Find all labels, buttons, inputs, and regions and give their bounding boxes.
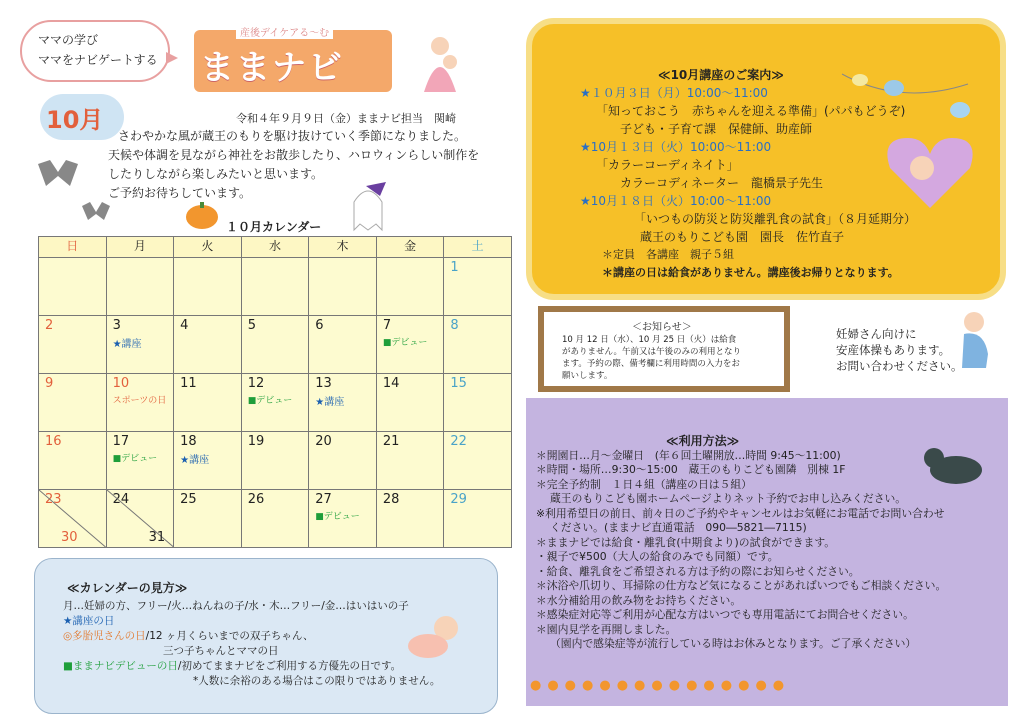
guide-line6: *人数に余裕のある場合はこの限りではありません。 xyxy=(193,675,441,687)
lecture-3-title: 「いつもの防災と防災離乳食の試食」（８月延期分） xyxy=(634,212,917,226)
day-number: 10 xyxy=(112,376,130,391)
date-line: 令和４年９月９日（金）ままナビ担当 関崎 xyxy=(236,112,456,125)
usage-line7: ＊ままナビでは給食・離乳食(中期食より)の試食ができます。 xyxy=(536,535,836,549)
event-debut: ■デビュー xyxy=(247,396,293,406)
notice-line3: ます。予約の際、備考欄に利用時間の入力をお xyxy=(562,359,740,369)
day-number: 12 xyxy=(247,376,265,391)
calendar-cell xyxy=(106,258,174,316)
guide-line5 xyxy=(63,659,497,674)
event-kouza: ★講座 xyxy=(180,455,210,466)
calendar-cell xyxy=(444,374,512,432)
notice-line2: がありません。午前又は午後のみの利用となり xyxy=(562,347,742,357)
calendar-cell-split xyxy=(106,490,174,548)
heart-baby-illustration xyxy=(880,128,980,212)
pumpkin-border: ●●●●●●●●●●●●●●● xyxy=(530,678,791,693)
guide-debut-label: ■ままナビデビューの日 xyxy=(63,660,178,672)
day-number: 15 xyxy=(450,376,467,391)
day-number: 14 xyxy=(382,376,400,391)
usage-line2: ＊時間・場所…9:30〜15:00 蔵王のもりこども園隣 別棟 1F xyxy=(536,463,846,476)
intro-line1: さわやかな風が蔵王のもりを駆け抜けていく季節になりました。 xyxy=(118,129,467,143)
day-number: 22 xyxy=(450,434,467,449)
taiso-line1: 妊婦さん向けに xyxy=(836,327,917,341)
day-number: 19 xyxy=(247,434,265,449)
usage-line14: （園内で感染症等が流行している時はお休みとなります。ご了承ください） xyxy=(550,637,917,650)
event-sports-day: スポーツの日 xyxy=(112,396,167,406)
day-number: 27 xyxy=(315,492,332,507)
calendar-table xyxy=(38,236,512,548)
calendar-cell xyxy=(376,258,444,316)
usage-line11: ＊水分補給用の飲み物をお持ちください。 xyxy=(536,593,742,607)
animals-garland-illustration xyxy=(840,66,970,126)
usage-line6: ください。(ままナビ直通電話 090―5821―7115) xyxy=(550,521,807,534)
day-number: 24 xyxy=(112,492,130,507)
pregnant-woman-illustration xyxy=(952,310,998,370)
day-number: 7 xyxy=(382,318,392,333)
day-header-wed: 水 xyxy=(241,237,309,258)
calendar-cell xyxy=(376,316,444,374)
calendar-cell xyxy=(309,490,377,548)
mother-baby-illustration xyxy=(410,32,470,94)
lecture-note-2: ＊講座の日は給食がありません。講座後お帰りとなります。 xyxy=(602,266,899,279)
notice-line4: 願いします。 xyxy=(562,371,613,381)
usage-line13: ＊園内見学を再開しました。 xyxy=(536,622,677,636)
usage-title: ≪利用方法≫ xyxy=(666,434,740,448)
calendar-cell xyxy=(376,374,444,432)
lecture-2-speaker: カラーコディネーター 龍橋景子先生 xyxy=(620,176,824,190)
calendar-cell xyxy=(444,316,512,374)
usage-line12: ＊感染症対応等ご利用が心配な方はいつでも専用電話にてお問合せください。 xyxy=(536,608,914,621)
taiso-line3: お問い合わせください。 xyxy=(836,359,963,373)
day-header-sat: 土 xyxy=(444,237,512,258)
lecture-3-date-text: ★10月１８日（火）10:00〜11:00 xyxy=(580,194,772,208)
day-header-thu: 木 xyxy=(309,237,377,258)
bubble-line1: ママの学び xyxy=(38,33,99,47)
calendar-cell xyxy=(174,432,242,490)
calendar-cell xyxy=(106,316,174,374)
lecture-3-speaker: 蔵王のもりこども園 園長 佐竹直子 xyxy=(640,230,845,244)
intro-text xyxy=(108,127,508,203)
usage-line9: ・給食、離乳食をご希望される方は予約の際にお知らせください。 xyxy=(536,564,860,578)
guide-line1: 月…妊婦の方、フリー/火…ねんねの子/水・木…フリー/金…はいはいの子 xyxy=(63,600,409,612)
day-number: 31 xyxy=(148,530,166,545)
calendar-cell xyxy=(309,374,377,432)
event-debut: ■デビュー xyxy=(382,338,428,348)
logo-subtitle: 産後デイケアる〜む xyxy=(236,24,333,39)
calendar-cell xyxy=(174,374,242,432)
day-number: 25 xyxy=(180,492,197,507)
day-number: 21 xyxy=(382,434,400,449)
day-number: 26 xyxy=(247,492,265,507)
calendar-cell xyxy=(376,490,444,548)
day-header-mon: 月 xyxy=(106,237,174,258)
guide-debut-desc: /初めてままナビをご利用する方優先の日です。 xyxy=(177,660,402,672)
day-number: 2 xyxy=(45,318,54,333)
day-number: 11 xyxy=(180,376,197,391)
calendar-cell xyxy=(241,258,309,316)
calendar-cell-split xyxy=(39,490,107,548)
intro-line2: 天候や体調を見ながら神社をお散歩したり、ハロウィンらしい制作を xyxy=(108,148,480,162)
pumpkin-icon xyxy=(184,200,220,230)
day-number: 1 xyxy=(450,260,459,275)
guide-title: ≪カレンダーの見方≫ xyxy=(67,581,188,595)
usage-line8: ・親子で¥500（大人の給食のみでも同額）です。 xyxy=(536,550,779,563)
usage-line5: ※利用希望日の前日、前々日のご予約やキャンセルはお気軽にお電話でお問い合わせ xyxy=(536,506,945,520)
calendar-cell xyxy=(174,490,242,548)
guide-twins-label: ◎多胎児さんの日 xyxy=(63,630,146,642)
day-number: 20 xyxy=(315,434,332,449)
day-number: 17 xyxy=(112,434,130,449)
calendar-cell xyxy=(39,374,107,432)
day-header-fri: 金 xyxy=(376,237,444,258)
guide-line4: 三つ子ちゃんとママの日 xyxy=(163,645,279,657)
usage-line4: 蔵王のもりこども園ホームページよりネット予約でお申し込みください。 xyxy=(550,492,907,505)
calendar-cell xyxy=(309,258,377,316)
ghost-icon xyxy=(340,180,396,232)
day-number: 6 xyxy=(315,318,324,333)
calendar-cell xyxy=(39,258,107,316)
lecture-1-speaker: 子ども・子育て課 保健師、助産師 xyxy=(620,122,813,136)
speech-bubble xyxy=(20,20,170,82)
day-header-sun: 日 xyxy=(39,237,107,258)
prenatal-exercise-note xyxy=(836,326,963,374)
event-debut: ■デビュー xyxy=(315,512,360,522)
calendar-title: １０月カレンダー xyxy=(226,220,322,234)
event-kouza: ★講座 xyxy=(112,339,142,350)
day-number: 23 xyxy=(45,492,62,507)
usage-line1: ＊開園日…月〜金曜日 (年６回土曜開放…時間 9:45〜11:00) xyxy=(536,448,841,462)
calendar-cell xyxy=(444,258,512,316)
day-number: 9 xyxy=(45,376,54,391)
day-number: 8 xyxy=(450,318,459,333)
calendar-cell xyxy=(376,432,444,490)
lecture-2-title: 「カラーコーディネイト」 xyxy=(596,158,739,172)
day-number: 3 xyxy=(112,318,121,333)
month-label: 10月 xyxy=(40,94,124,140)
day-number: 16 xyxy=(45,434,62,449)
calendar-cell xyxy=(241,374,309,432)
notice-title: ＜お知らせ＞ xyxy=(632,322,692,333)
day-number: 13 xyxy=(315,376,332,391)
calendar-cell xyxy=(241,432,309,490)
calendar-cell xyxy=(309,316,377,374)
calendar-cell xyxy=(174,258,242,316)
day-number: 29 xyxy=(450,492,467,507)
calendar-cell xyxy=(309,432,377,490)
black-cat-illustration xyxy=(920,436,990,488)
guide-line2: ★講座の日 xyxy=(63,615,115,627)
intro-line3: したりしながら楽しみたいと思います。 xyxy=(108,167,324,181)
day-number: 5 xyxy=(247,318,256,333)
calendar-cell xyxy=(444,432,512,490)
notice-line1: 10 月 12 日（水）、10 月 25 日（火）は給食 xyxy=(562,335,737,345)
calendar-cell xyxy=(174,316,242,374)
calendar-cell xyxy=(106,374,174,432)
event-kouza: ★講座 xyxy=(315,397,345,408)
guide-twins-desc: /12 ヶ月くらいまでの双子ちゃん、 xyxy=(145,630,314,642)
event-debut: ■デビュー xyxy=(112,454,158,464)
lecture-note-1: ＊定員 各講座 親子５組 xyxy=(602,248,734,261)
lecture-1-date-text: ★１０月３日（月）10:00〜11:00 xyxy=(580,86,768,100)
taiso-line2: 安産体操もあります。 xyxy=(836,343,951,357)
lecture-1-title: 「知っておこう 赤ちゃんを迎える準備」(パパもどうぞ) xyxy=(596,104,906,118)
usage-line10: ＊沐浴や爪切り、耳掃除の仕方など気になることがあればいつでもご相談ください。 xyxy=(536,579,947,592)
baby-illustration xyxy=(406,612,464,660)
calendar-cell xyxy=(106,432,174,490)
day-number: 30 xyxy=(61,530,78,545)
notice-board xyxy=(538,306,790,392)
day-number: 28 xyxy=(382,492,400,507)
calendar-cell xyxy=(241,316,309,374)
calendar-cell xyxy=(444,490,512,548)
lecture-2-date-text: ★10月１３日（火）10:00〜11:00 xyxy=(580,140,772,154)
logo: ままナビ xyxy=(200,48,344,88)
usage-line3: ＊完全予約制 １日４組（講座の日は５組） xyxy=(536,477,752,491)
day-number: 18 xyxy=(180,434,197,449)
calendar-cell xyxy=(39,432,107,490)
calendar-cell xyxy=(241,490,309,548)
bubble-line2: ママをナビゲートする xyxy=(38,53,158,67)
bat-icon xyxy=(36,150,80,190)
lecture-title: ≪10月講座のご案内≫ xyxy=(658,68,784,82)
intro-line4: ご予約お待ちしています。 xyxy=(108,186,252,200)
day-header-tue: 火 xyxy=(174,237,242,258)
day-number: 4 xyxy=(180,318,189,333)
calendar-cell xyxy=(39,316,107,374)
